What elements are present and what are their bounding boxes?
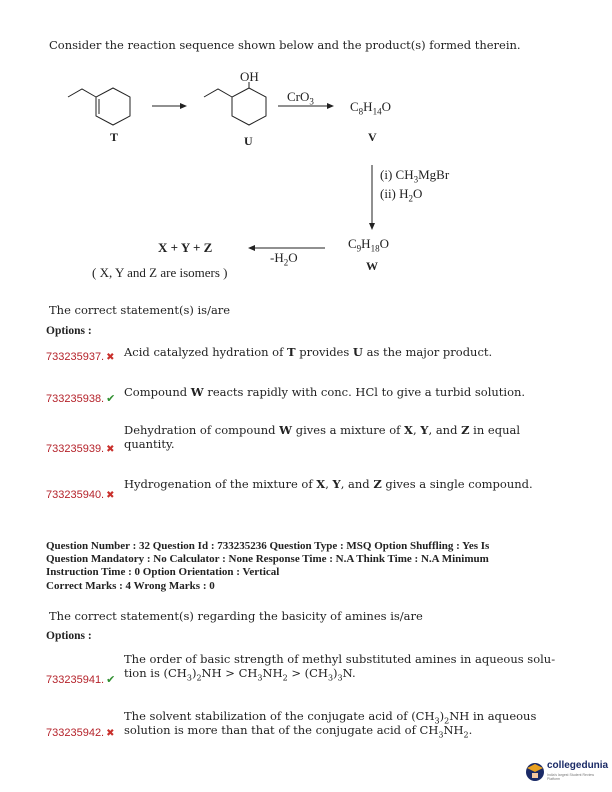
option-text-733235939-line1[interactable]: Dehydration of compound W gives a mixture of X, Y, and Z in equal [124,423,521,437]
label-t: T [110,130,119,144]
label-w: W [366,259,378,273]
reagent-grignard: (i) $CH_3MgBr$ [380,167,450,185]
product-w-formula: $C_9H_{18}O$ [348,236,389,254]
option-text-733235938[interactable]: Compound W reacts rapidly with conc. HCl to give a turbid solution. [124,385,526,399]
cross-icon: ✖ [106,728,115,739]
arrowhead-cro3 [327,103,334,109]
compound-u-oh-label: OH [240,69,259,84]
question-31-statement: The correct statement(s) is/are [49,303,231,317]
question-intro: Consider the reaction sequence shown below and the product(s) formed therein. [49,38,521,52]
logo-name: collegedunia [547,760,609,771]
cross-icon: ✖ [106,490,115,501]
compound-u-ethyl [204,89,232,97]
products-xyz: X + Y + Z [158,240,213,255]
option-text-733235942-line1[interactable]: The solvent stabilization of the conjugate acid of $(CH_3)_2NH$ in aqueous [124,709,537,726]
label-u: U [244,134,253,148]
option-text-733235942-line2[interactable]: solution is more than that of the conjugate acid of $CH_3NH_2$. [124,723,473,740]
question-32-options-label: Options : [46,630,92,642]
logo-tagline: India's largest Student Review Platform [547,773,594,781]
question-32-header-line3: Instruction Time : 0 Option Orientation : Vertical [46,566,280,578]
label-v: V [368,130,377,144]
graduate-cap-icon [525,758,545,784]
cross-icon: ✖ [106,444,115,455]
option-text-733235937[interactable]: Acid catalyzed hydration of T provides U as the major product. [124,345,493,359]
compound-u-ring [232,88,266,125]
check-icon: ✔ [106,674,116,686]
product-v-formula: $C_8H_{14}O$ [350,99,391,117]
option-id-733235937: 733235937. ✖ [46,351,115,363]
option-text-733235939-line2[interactable]: quantity. [124,437,175,451]
reagent-water: (ii) $H_2O$ [380,186,423,204]
question-32-statement: The correct statement(s) regarding the basicity of amines is/are [49,609,423,623]
option-text-733235940[interactable]: Hydrogenation of the mixture of X, Y, and Z gives a single compound. [124,477,533,491]
check-icon: ✔ [106,393,116,405]
arrowhead-grignard [369,223,375,230]
isomers-note: ( X, Y and Z are isomers ) [92,265,228,280]
arrowhead-t-to-u [180,103,187,109]
option-id-733235941: 733235941. ✔ [46,674,116,686]
compound-t-ethyl [68,89,96,97]
cross-icon: ✖ [106,352,115,363]
option-id-733235940: 733235940. ✖ [46,489,115,501]
option-text-733235941-line2[interactable]: tion is $(CH_3)_2NH > CH_3NH_2 > (CH_3)_3N$. [124,666,356,683]
question-31-options-label: Options : [46,325,92,337]
reaction-scheme [0,0,612,300]
reagent-dehydration: $-H_2O$ [270,250,298,268]
question-32-header-line1: Question Number : 32 Question Id : 733235236 Question Type : MSQ Option Shuffling : Yes Is [46,540,490,552]
arrowhead-dehydration [248,245,255,251]
option-id-733235939: 733235939. ✖ [46,443,115,455]
question-32-header-line4: Correct Marks : 4 Wrong Marks : 0 [46,580,215,592]
reagent-cro3: CrO$_3$ [287,89,314,107]
option-text-733235941-line1[interactable]: The order of basic strength of methyl substituted amines in aqueous solu- [124,652,556,666]
option-id-733235938: 733235938. ✔ [46,393,116,405]
question-32-header-line2: Question Mandatory : No Calculator : None Response Time : N.A Think Time : N.A Minimum [46,553,489,565]
compound-t-ring [96,88,130,125]
option-id-733235942: 733235942. ✖ [46,727,115,739]
collegedunia-logo[interactable] [525,757,607,785]
